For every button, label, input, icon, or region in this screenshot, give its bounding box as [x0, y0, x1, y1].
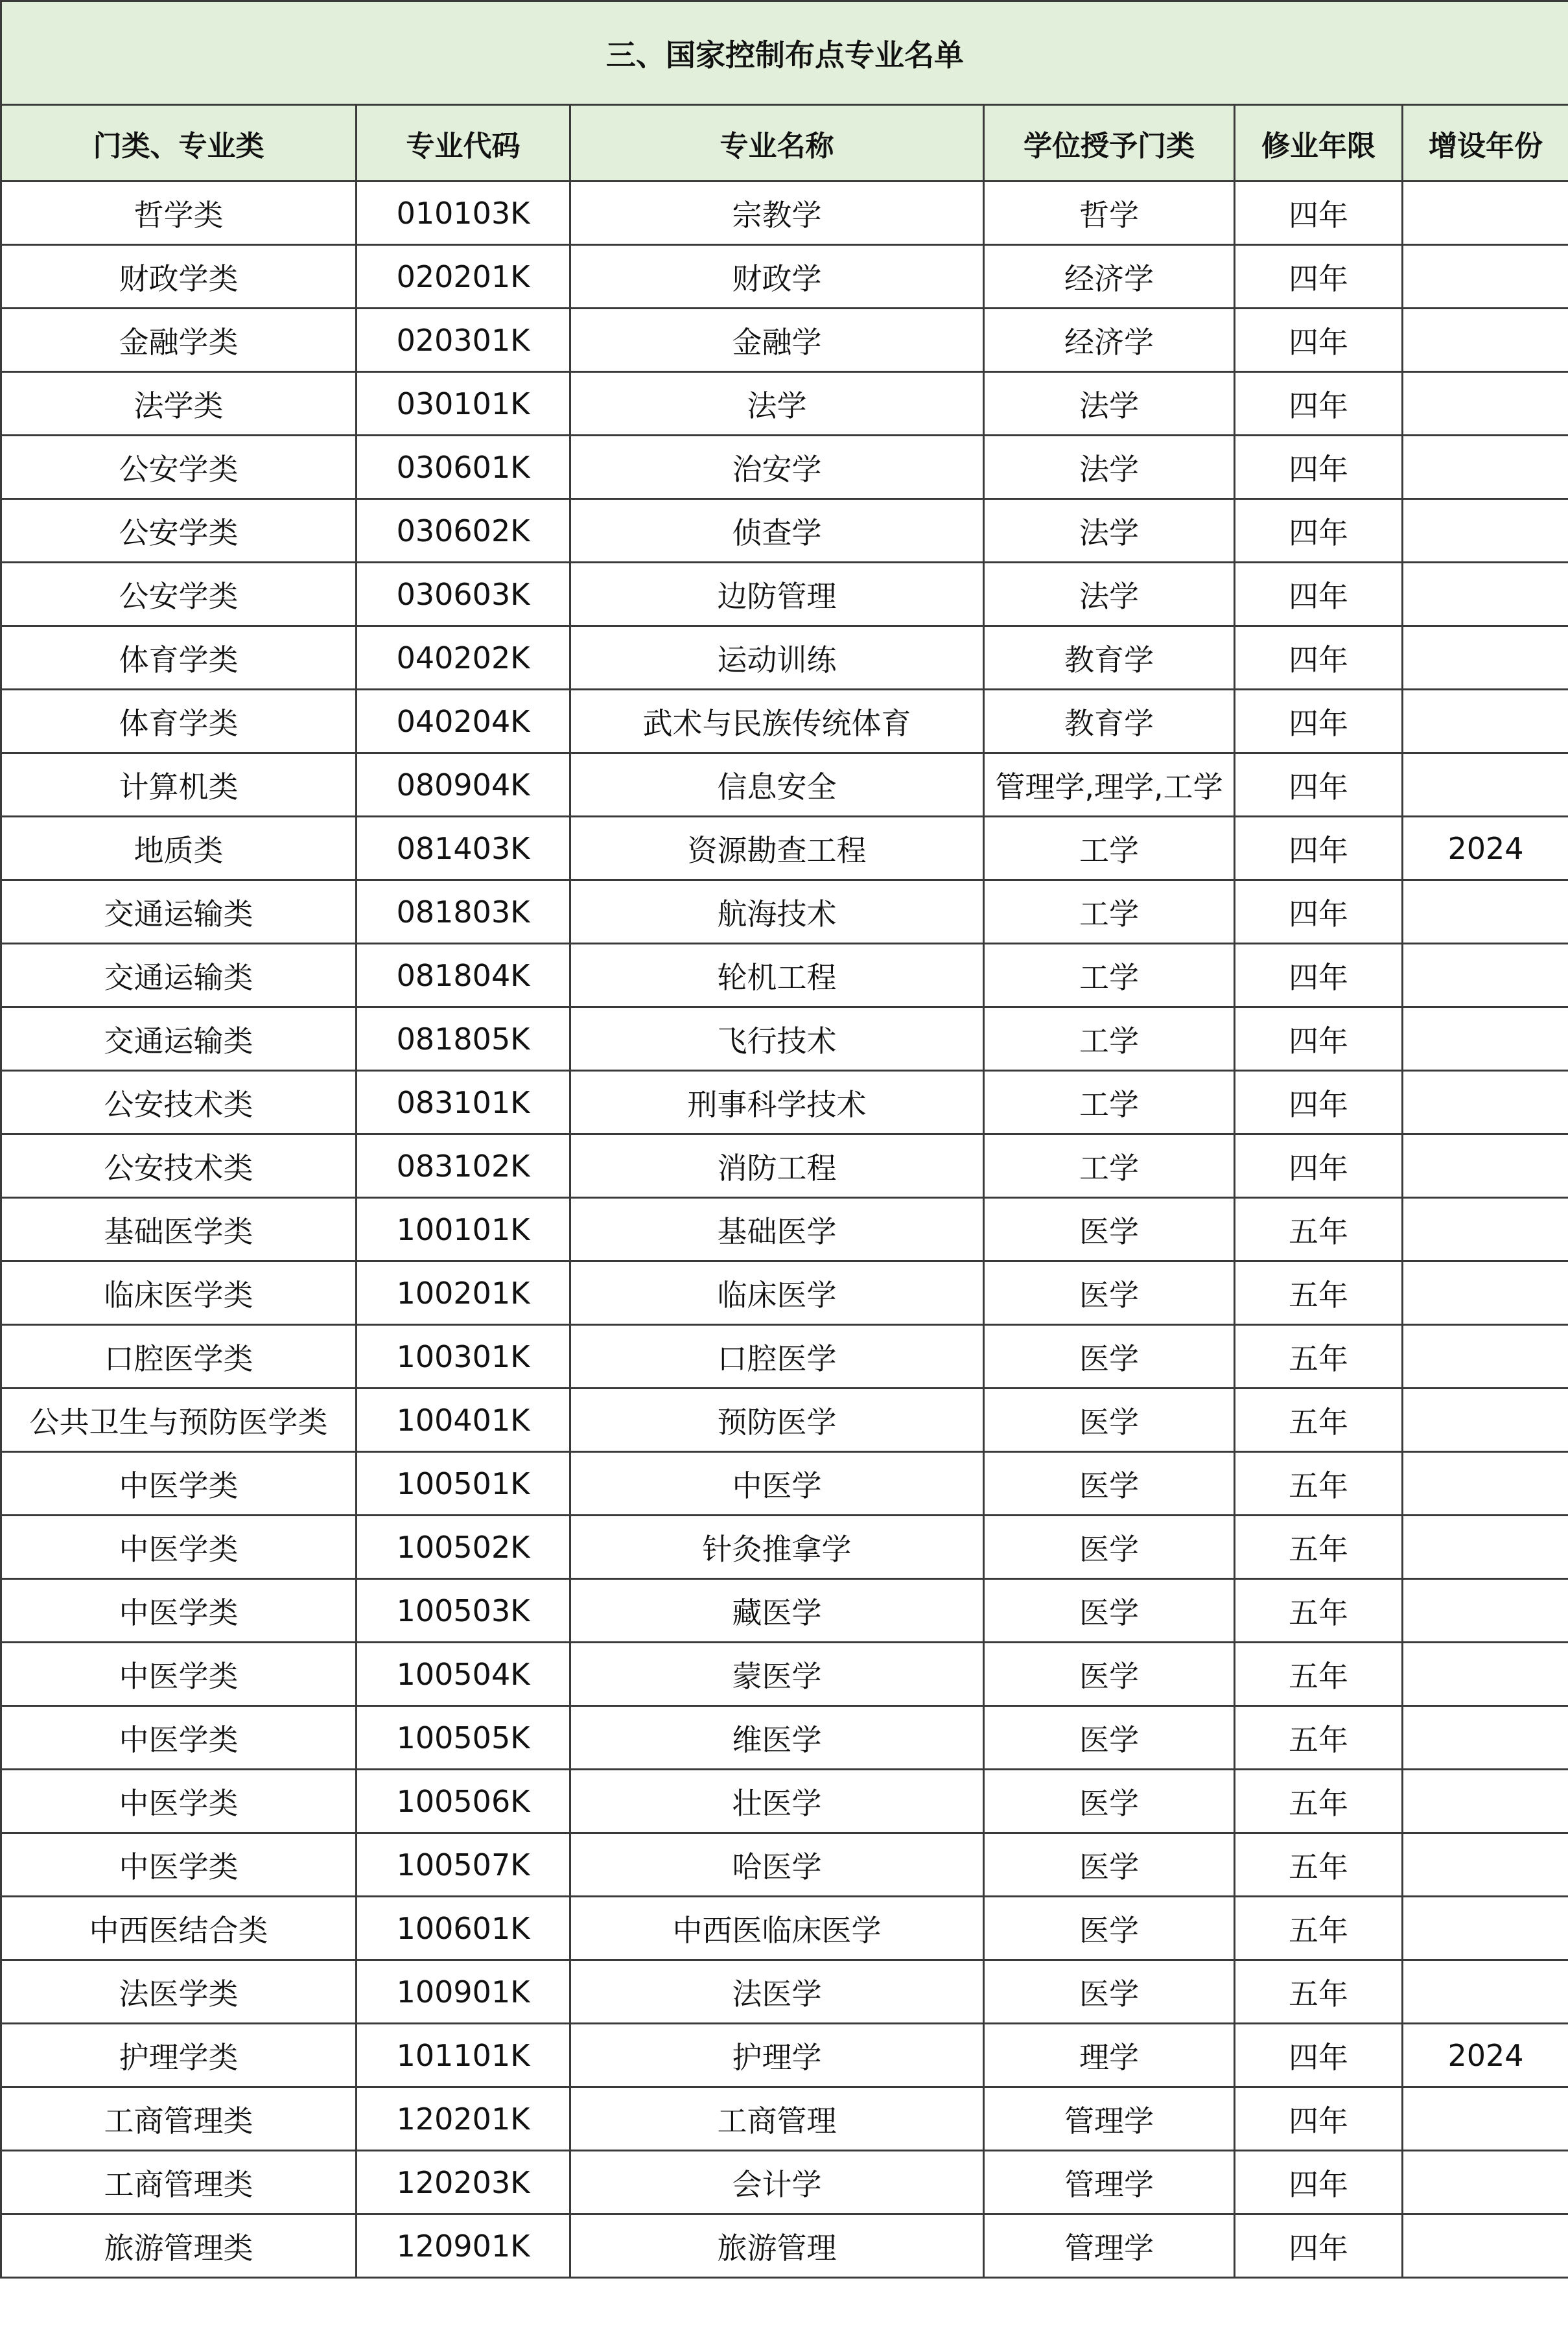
cell-code: 120901K — [357, 2214, 570, 2278]
header-added-year: 增设年份 — [1403, 105, 1568, 182]
cell-major-name: 临床医学 — [570, 1261, 984, 1325]
cell-degree: 医学 — [984, 1643, 1235, 1706]
cell-duration: 四年 — [1235, 182, 1403, 245]
cell-code: 100506K — [357, 1770, 570, 1833]
cell-degree: 法学 — [984, 372, 1235, 436]
cell-code: 100201K — [357, 1261, 570, 1325]
cell-added-year — [1403, 2151, 1568, 2214]
table-row — [1, 1833, 1568, 1897]
table-row — [1, 1452, 1568, 1516]
table-row — [1, 1389, 1568, 1452]
cell-category: 公共卫生与预防医学类 — [1, 1389, 357, 1452]
cell-duration: 四年 — [1235, 880, 1403, 944]
cell-major-name: 消防工程 — [570, 1134, 984, 1198]
table-row — [1, 1198, 1568, 1261]
cell-duration: 五年 — [1235, 1897, 1403, 1960]
cell-duration: 五年 — [1235, 1579, 1403, 1643]
cell-degree: 工学 — [984, 880, 1235, 944]
table-row — [1, 690, 1568, 753]
cell-code: 120201K — [357, 2087, 570, 2151]
cell-category: 公安学类 — [1, 563, 357, 626]
cell-duration: 五年 — [1235, 1643, 1403, 1706]
cell-category: 法学类 — [1, 372, 357, 436]
cell-category: 公安技术类 — [1, 1071, 357, 1134]
cell-duration: 四年 — [1235, 1007, 1403, 1071]
cell-category: 交通运输类 — [1, 944, 357, 1007]
cell-degree: 经济学 — [984, 309, 1235, 372]
cell-added-year — [1403, 1261, 1568, 1325]
cell-added-year — [1403, 1452, 1568, 1516]
table-row — [1, 1071, 1568, 1134]
cell-category: 工商管理类 — [1, 2151, 357, 2214]
table-row — [1, 2151, 1568, 2214]
cell-major-name: 壮医学 — [570, 1770, 984, 1833]
cell-added-year — [1403, 690, 1568, 753]
table-row — [1, 753, 1568, 817]
cell-duration: 五年 — [1235, 1770, 1403, 1833]
cell-code: 010103K — [357, 182, 570, 245]
cell-added-year — [1403, 309, 1568, 372]
cell-major-name: 信息安全 — [570, 753, 984, 817]
cell-duration: 四年 — [1235, 2024, 1403, 2087]
cell-code: 120203K — [357, 2151, 570, 2214]
header-major-name: 专业名称 — [570, 105, 984, 182]
cell-added-year: 2024 — [1403, 817, 1568, 880]
cell-code: 083102K — [357, 1134, 570, 1198]
header-code: 专业代码 — [357, 105, 570, 182]
cell-added-year — [1403, 626, 1568, 690]
cell-duration: 五年 — [1235, 1325, 1403, 1389]
cell-degree: 管理学 — [984, 2087, 1235, 2151]
cell-added-year — [1403, 1643, 1568, 1706]
cell-added-year — [1403, 1134, 1568, 1198]
cell-major-name: 法学 — [570, 372, 984, 436]
cell-major-name: 刑事科学技术 — [570, 1071, 984, 1134]
table-row — [1, 1579, 1568, 1643]
cell-major-name: 基础医学 — [570, 1198, 984, 1261]
cell-added-year — [1403, 436, 1568, 499]
cell-added-year — [1403, 2214, 1568, 2278]
table-row — [1, 1706, 1568, 1770]
cell-category: 旅游管理类 — [1, 2214, 357, 2278]
cell-duration: 五年 — [1235, 1516, 1403, 1579]
cell-added-year — [1403, 880, 1568, 944]
cell-major-name: 工商管理 — [570, 2087, 984, 2151]
cell-major-name: 飞行技术 — [570, 1007, 984, 1071]
cell-added-year — [1403, 2087, 1568, 2151]
header-row — [1, 105, 1568, 182]
cell-degree: 医学 — [984, 1706, 1235, 1770]
cell-duration: 四年 — [1235, 245, 1403, 309]
cell-category: 中医学类 — [1, 1579, 357, 1643]
cell-degree: 工学 — [984, 944, 1235, 1007]
cell-added-year — [1403, 944, 1568, 1007]
cell-added-year — [1403, 1325, 1568, 1389]
cell-major-name: 资源勘查工程 — [570, 817, 984, 880]
table-row — [1, 1007, 1568, 1071]
cell-degree: 医学 — [984, 1579, 1235, 1643]
cell-code: 100101K — [357, 1198, 570, 1261]
cell-category: 交通运输类 — [1, 1007, 357, 1071]
cell-added-year — [1403, 182, 1568, 245]
cell-code: 100505K — [357, 1706, 570, 1770]
table-row — [1, 309, 1568, 372]
cell-major-name: 轮机工程 — [570, 944, 984, 1007]
cell-code: 101101K — [357, 2024, 570, 2087]
cell-major-name: 蒙医学 — [570, 1643, 984, 1706]
table-row — [1, 944, 1568, 1007]
cell-major-name: 金融学 — [570, 309, 984, 372]
cell-major-name: 针灸推拿学 — [570, 1516, 984, 1579]
cell-major-name: 侦查学 — [570, 499, 984, 563]
cell-code: 100503K — [357, 1579, 570, 1643]
cell-duration: 四年 — [1235, 309, 1403, 372]
cell-degree: 工学 — [984, 1134, 1235, 1198]
cell-degree: 工学 — [984, 817, 1235, 880]
cell-degree: 医学 — [984, 1389, 1235, 1452]
cell-code: 030602K — [357, 499, 570, 563]
header-degree: 学位授予门类 — [984, 105, 1235, 182]
cell-degree: 医学 — [984, 1960, 1235, 2024]
table-row — [1, 2214, 1568, 2278]
cell-code: 040204K — [357, 690, 570, 753]
cell-major-name: 藏医学 — [570, 1579, 984, 1643]
cell-degree: 法学 — [984, 563, 1235, 626]
cell-category: 体育学类 — [1, 626, 357, 690]
table-row — [1, 626, 1568, 690]
cell-major-name: 护理学 — [570, 2024, 984, 2087]
header-category: 门类、专业类 — [1, 105, 357, 182]
cell-code: 100507K — [357, 1833, 570, 1897]
cell-code: 020301K — [357, 309, 570, 372]
cell-major-name: 中医学 — [570, 1452, 984, 1516]
cell-category: 临床医学类 — [1, 1261, 357, 1325]
cell-category: 中医学类 — [1, 1833, 357, 1897]
cell-degree: 管理学 — [984, 2214, 1235, 2278]
cell-added-year — [1403, 1516, 1568, 1579]
cell-duration: 四年 — [1235, 372, 1403, 436]
cell-code: 081804K — [357, 944, 570, 1007]
cell-category: 中医学类 — [1, 1770, 357, 1833]
cell-added-year — [1403, 245, 1568, 309]
cell-code: 020201K — [357, 245, 570, 309]
table-row — [1, 1770, 1568, 1833]
cell-degree: 医学 — [984, 1452, 1235, 1516]
cell-duration: 五年 — [1235, 1261, 1403, 1325]
cell-added-year — [1403, 1960, 1568, 2024]
cell-added-year — [1403, 1833, 1568, 1897]
cell-major-name: 运动训练 — [570, 626, 984, 690]
table-row — [1, 1325, 1568, 1389]
cell-degree: 教育学 — [984, 626, 1235, 690]
cell-category: 交通运输类 — [1, 880, 357, 944]
title-row — [1, 1, 1568, 105]
cell-added-year — [1403, 1706, 1568, 1770]
cell-degree: 医学 — [984, 1261, 1235, 1325]
cell-category: 护理学类 — [1, 2024, 357, 2087]
cell-duration: 四年 — [1235, 436, 1403, 499]
cell-duration: 五年 — [1235, 1198, 1403, 1261]
table-row — [1, 245, 1568, 309]
cell-category: 计算机类 — [1, 753, 357, 817]
cell-duration: 四年 — [1235, 2151, 1403, 2214]
header-duration: 修业年限 — [1235, 105, 1403, 182]
cell-added-year — [1403, 1007, 1568, 1071]
cell-major-name: 治安学 — [570, 436, 984, 499]
cell-degree: 理学 — [984, 2024, 1235, 2087]
cell-major-name: 旅游管理 — [570, 2214, 984, 2278]
cell-duration: 四年 — [1235, 817, 1403, 880]
cell-major-name: 口腔医学 — [570, 1325, 984, 1389]
cell-category: 基础医学类 — [1, 1198, 357, 1261]
table-row — [1, 499, 1568, 563]
cell-degree: 工学 — [984, 1007, 1235, 1071]
cell-duration: 四年 — [1235, 753, 1403, 817]
cell-major-name: 中西医临床医学 — [570, 1897, 984, 1960]
cell-code: 030601K — [357, 436, 570, 499]
cell-code: 080904K — [357, 753, 570, 817]
table-row — [1, 880, 1568, 944]
table-row — [1, 817, 1568, 880]
table-title: 三、国家控制布点专业名单 — [1, 1, 1568, 105]
cell-major-name: 哈医学 — [570, 1833, 984, 1897]
cell-degree: 经济学 — [984, 245, 1235, 309]
table-row — [1, 1960, 1568, 2024]
cell-duration: 五年 — [1235, 1452, 1403, 1516]
cell-degree: 医学 — [984, 1897, 1235, 1960]
cell-category: 工商管理类 — [1, 2087, 357, 2151]
table-body — [1, 182, 1568, 2278]
cell-duration: 四年 — [1235, 2087, 1403, 2151]
cell-major-name: 武术与民族传统体育 — [570, 690, 984, 753]
cell-duration: 五年 — [1235, 1389, 1403, 1452]
cell-duration: 四年 — [1235, 2214, 1403, 2278]
cell-duration: 五年 — [1235, 1833, 1403, 1897]
cell-category: 中西医结合类 — [1, 1897, 357, 1960]
cell-added-year: 2024 — [1403, 2024, 1568, 2087]
cell-added-year — [1403, 1071, 1568, 1134]
cell-degree: 教育学 — [984, 690, 1235, 753]
cell-category: 财政学类 — [1, 245, 357, 309]
cell-code: 100301K — [357, 1325, 570, 1389]
table-row — [1, 372, 1568, 436]
cell-code: 081403K — [357, 817, 570, 880]
cell-code: 100501K — [357, 1452, 570, 1516]
cell-added-year — [1403, 563, 1568, 626]
cell-duration: 四年 — [1235, 1071, 1403, 1134]
cell-degree: 医学 — [984, 1516, 1235, 1579]
table-row — [1, 1643, 1568, 1706]
cell-code: 100901K — [357, 1960, 570, 2024]
cell-added-year — [1403, 1198, 1568, 1261]
cell-category: 地质类 — [1, 817, 357, 880]
cell-code: 030101K — [357, 372, 570, 436]
cell-code: 040202K — [357, 626, 570, 690]
cell-added-year — [1403, 1579, 1568, 1643]
cell-degree: 医学 — [984, 1198, 1235, 1261]
cell-code: 081803K — [357, 880, 570, 944]
cell-category: 口腔医学类 — [1, 1325, 357, 1389]
cell-major-name: 财政学 — [570, 245, 984, 309]
cell-code: 100502K — [357, 1516, 570, 1579]
cell-degree: 哲学 — [984, 182, 1235, 245]
cell-duration: 四年 — [1235, 626, 1403, 690]
cell-degree: 法学 — [984, 499, 1235, 563]
cell-code: 100601K — [357, 1897, 570, 1960]
table-row — [1, 1516, 1568, 1579]
cell-degree: 医学 — [984, 1325, 1235, 1389]
cell-category: 中医学类 — [1, 1452, 357, 1516]
cell-added-year — [1403, 1770, 1568, 1833]
cell-added-year — [1403, 1897, 1568, 1960]
cell-major-name: 预防医学 — [570, 1389, 984, 1452]
table-row — [1, 2024, 1568, 2087]
cell-duration: 四年 — [1235, 1134, 1403, 1198]
cell-added-year — [1403, 372, 1568, 436]
cell-degree: 法学 — [984, 436, 1235, 499]
cell-degree: 医学 — [984, 1770, 1235, 1833]
cell-code: 100504K — [357, 1643, 570, 1706]
cell-code: 030603K — [357, 563, 570, 626]
table-row — [1, 182, 1568, 245]
cell-major-name: 宗教学 — [570, 182, 984, 245]
cell-major-name: 边防管理 — [570, 563, 984, 626]
cell-duration: 四年 — [1235, 499, 1403, 563]
cell-category: 哲学类 — [1, 182, 357, 245]
cell-category: 中医学类 — [1, 1516, 357, 1579]
table-row — [1, 436, 1568, 499]
cell-category: 体育学类 — [1, 690, 357, 753]
cell-category: 金融学类 — [1, 309, 357, 372]
table-row — [1, 1897, 1568, 1960]
cell-added-year — [1403, 499, 1568, 563]
cell-degree: 管理学 — [984, 2151, 1235, 2214]
table-row — [1, 1134, 1568, 1198]
cell-duration: 五年 — [1235, 1960, 1403, 2024]
cell-category: 公安技术类 — [1, 1134, 357, 1198]
cell-duration: 五年 — [1235, 1706, 1403, 1770]
table-row — [1, 1261, 1568, 1325]
cell-code: 083101K — [357, 1071, 570, 1134]
table-row — [1, 563, 1568, 626]
cell-major-name: 会计学 — [570, 2151, 984, 2214]
cell-duration: 四年 — [1235, 563, 1403, 626]
cell-category: 法医学类 — [1, 1960, 357, 2024]
cell-category: 公安学类 — [1, 499, 357, 563]
cell-category: 中医学类 — [1, 1643, 357, 1706]
cell-duration: 四年 — [1235, 944, 1403, 1007]
cell-major-name: 维医学 — [570, 1706, 984, 1770]
cell-category: 中医学类 — [1, 1706, 357, 1770]
cell-code: 100401K — [357, 1389, 570, 1452]
cell-degree: 医学 — [984, 1833, 1235, 1897]
cell-major-name: 航海技术 — [570, 880, 984, 944]
cell-degree: 管理学,理学,工学 — [984, 753, 1235, 817]
cell-category: 公安学类 — [1, 436, 357, 499]
cell-code: 081805K — [357, 1007, 570, 1071]
cell-degree: 工学 — [984, 1071, 1235, 1134]
cell-added-year — [1403, 1389, 1568, 1452]
cell-major-name: 法医学 — [570, 1960, 984, 2024]
table-row — [1, 2087, 1568, 2151]
cell-added-year — [1403, 753, 1568, 817]
cell-duration: 四年 — [1235, 690, 1403, 753]
